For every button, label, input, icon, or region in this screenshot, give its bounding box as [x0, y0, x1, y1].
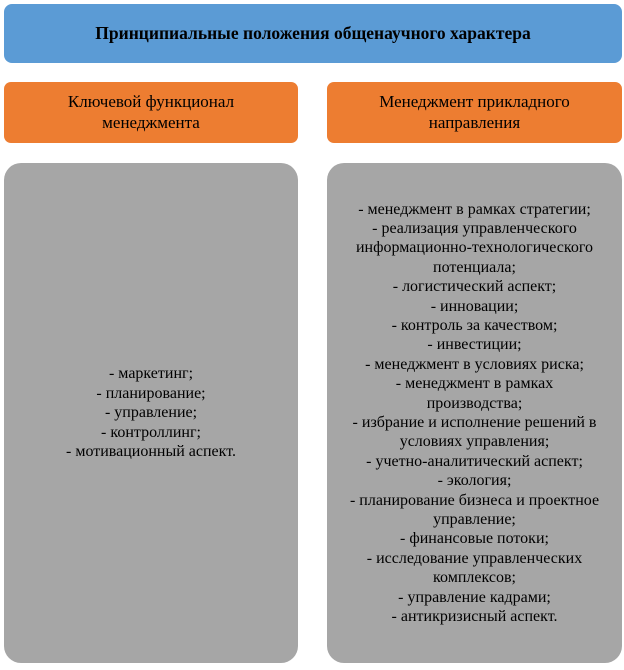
- list-item: - учетно-аналитический аспект;: [366, 452, 583, 470]
- list-item: - избрание и исполнение решений в условиях управления;: [352, 414, 597, 451]
- column-left-header: [4, 82, 298, 143]
- list-item: - менеджмент в рамках производства;: [395, 375, 554, 412]
- list-item: - инвестиции;: [427, 336, 522, 354]
- column-left-title: Ключевой функционал менеджмента: [67, 92, 235, 132]
- list-item: - реализация управленческого информационно-технологического потенциала;: [355, 219, 594, 276]
- list-item: - логистический аспект;: [392, 278, 557, 296]
- list-item: - мотивационный аспект.: [65, 443, 237, 461]
- list-item: - финансовые потоки;: [400, 530, 549, 548]
- list-item: - экология;: [437, 472, 512, 490]
- list-item: - антикризисный аспект.: [391, 608, 558, 626]
- list-item: - управление кадрами;: [398, 588, 551, 606]
- list-item: - менеджмент в условиях риска;: [365, 355, 584, 373]
- column-left-body: [4, 163, 298, 663]
- column-right-header: [327, 82, 622, 143]
- column-applied-management: [327, 82, 622, 663]
- list-item: - маркетинг;: [108, 365, 194, 383]
- column-right-title: Менеджмент прикладного направления: [379, 92, 570, 132]
- list-item: - управление;: [104, 404, 198, 422]
- list-item: - контроль за качеством;: [391, 316, 558, 334]
- page-title: Принципиальные положения общенаучного характера: [95, 23, 531, 43]
- list-item: - планирование;: [96, 384, 206, 402]
- list-item: - исследование управленческих комплексов;: [366, 549, 583, 587]
- list-item: - планирование бизнеса и проектное управление;: [349, 491, 600, 529]
- column-right-body: [327, 163, 622, 663]
- list-item: - инновации;: [430, 297, 519, 315]
- list-item: - контроллинг;: [101, 423, 201, 441]
- header-box: [4, 4, 622, 63]
- column-key-functional: [4, 82, 298, 663]
- list-item: - менеджмент в рамках стратегии;: [358, 200, 591, 218]
